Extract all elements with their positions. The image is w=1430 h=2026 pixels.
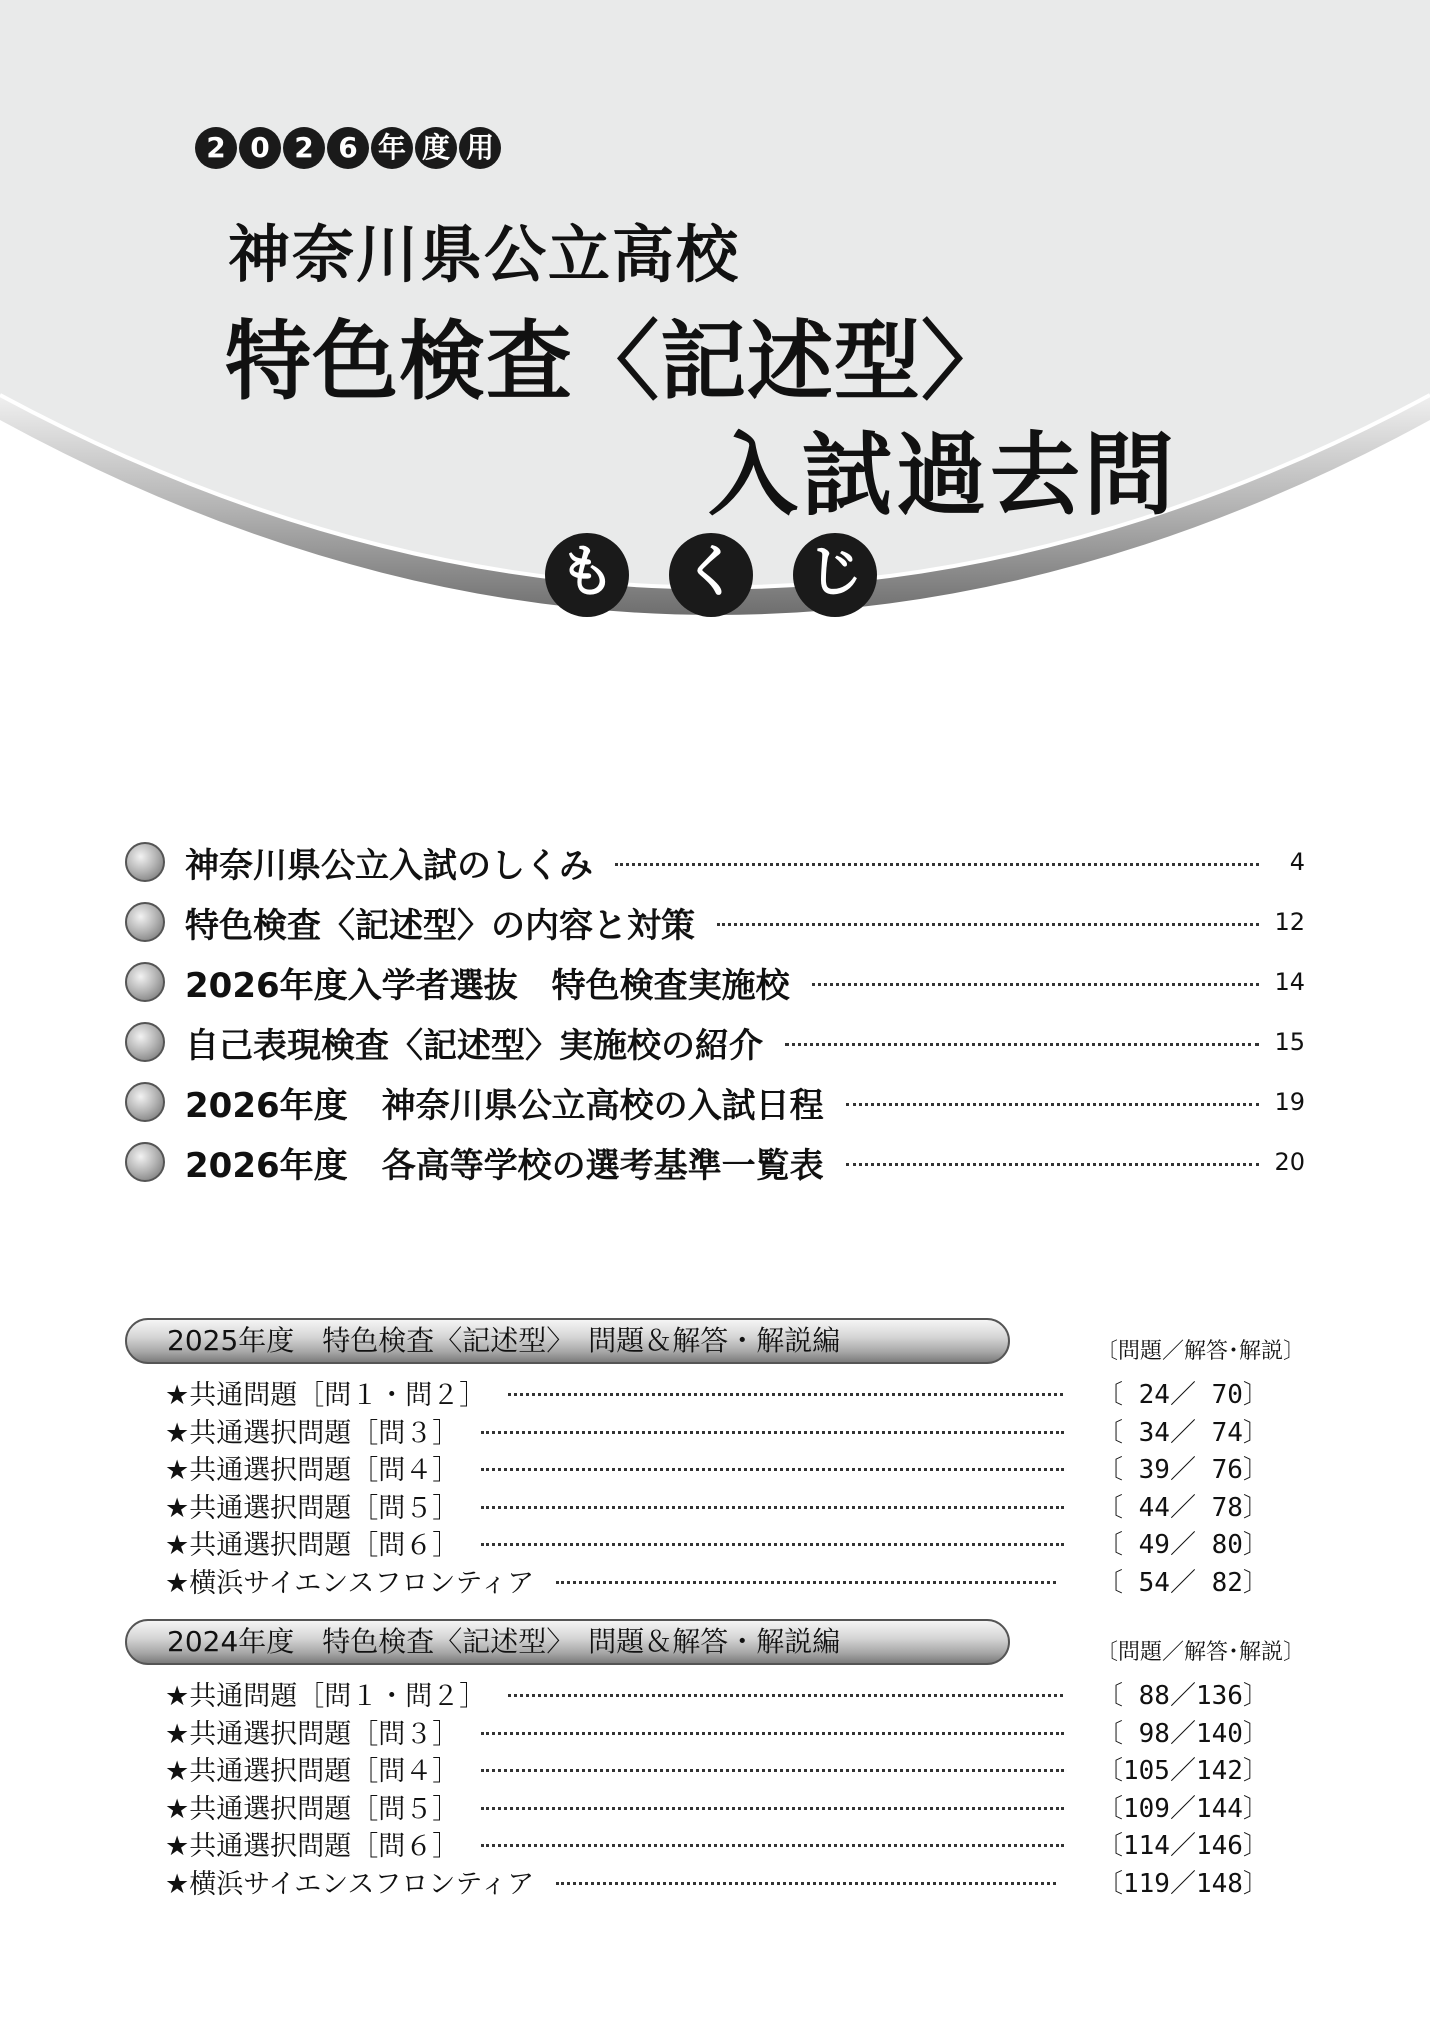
list-item[interactable]	[125, 1449, 1305, 1487]
main-toc	[125, 832, 1305, 1192]
section-title-bar: 2024年度 特色検査〈記述型〉 問題＆解答・解説編	[125, 1619, 1010, 1665]
bullet-icon	[125, 1022, 165, 1062]
list-item[interactable]	[125, 1524, 1305, 1562]
list-item[interactable]	[125, 1713, 1305, 1751]
leader-dots	[812, 983, 1259, 986]
title-past-exams: 入試過去問	[708, 423, 1178, 528]
list-item-pages: 〔109／144〕	[1097, 1793, 1269, 1824]
leader-dots	[481, 1807, 1064, 1810]
toc-item-title: 特色検査〈記述型〉の内容と対策	[185, 905, 695, 946]
toc-item-page: 12	[1274, 908, 1305, 936]
toc-item-page: 14	[1274, 968, 1305, 996]
mokuji-heading	[545, 533, 877, 617]
leader-dots	[508, 1393, 1063, 1396]
leader-dots	[846, 1103, 1259, 1106]
leader-dots	[481, 1431, 1064, 1434]
mokuji-char: く	[669, 533, 753, 617]
list-item-title: ★横浜サイエンスフロンティア	[165, 1567, 535, 1599]
list-item[interactable]	[125, 1863, 1305, 1901]
toc-item-page: 15	[1274, 1028, 1305, 1056]
title-prefecture: 神奈川県公立高校	[228, 218, 741, 291]
list-item-title: ★共通問題［問１・問２］	[165, 1681, 487, 1713]
bullet-icon	[125, 1142, 165, 1182]
list-item-pages: 〔119／148〕	[1097, 1868, 1269, 1899]
year-char: 度	[415, 127, 457, 169]
toc-item-title: 2026年度 各高等学校の選考基準一覧表	[185, 1145, 824, 1186]
list-item[interactable]	[125, 1825, 1305, 1863]
toc-item-page: 20	[1274, 1148, 1305, 1176]
bullet-icon	[125, 962, 165, 1002]
toc-item[interactable]	[125, 1072, 1305, 1132]
list-item-title: ★共通選択問題［問４］	[165, 1756, 460, 1788]
leader-dots	[556, 1882, 1056, 1885]
list-item[interactable]	[125, 1374, 1305, 1412]
toc-item[interactable]	[125, 892, 1305, 952]
leader-dots	[556, 1581, 1056, 1584]
year-char: 2	[195, 127, 237, 169]
list-item[interactable]	[125, 1675, 1305, 1713]
list-item-pages: 〔 49／ 80〕	[1097, 1530, 1269, 1561]
toc-item[interactable]	[125, 1012, 1305, 1072]
toc-item-title: 2026年度 神奈川県公立高校の入試日程	[185, 1085, 824, 1126]
leader-dots	[785, 1043, 1259, 1046]
section-title-bar: 2025年度 特色検査〈記述型〉 問題＆解答・解説編	[125, 1318, 1010, 1364]
year-char: 年	[371, 127, 413, 169]
list-item-title: ★共通選択問題［問５］	[165, 1793, 460, 1825]
list-item[interactable]	[125, 1750, 1305, 1788]
list-item-title: ★共通選択問題［問４］	[165, 1455, 460, 1487]
toc-item[interactable]	[125, 952, 1305, 1012]
section-legend: 〔問題／解答･解説〕	[1095, 1339, 1305, 1364]
leader-dots	[481, 1732, 1064, 1735]
list-item-pages: 〔 34／ 74〕	[1097, 1417, 1269, 1448]
leader-dots	[481, 1769, 1064, 1772]
leader-dots	[481, 1543, 1064, 1546]
bullet-icon	[125, 842, 165, 882]
list-item[interactable]	[125, 1412, 1305, 1450]
list-item-title: ★横浜サイエンスフロンティア	[165, 1868, 535, 1900]
list-item-pages: 〔 24／ 70〕	[1097, 1380, 1269, 1411]
list-item-title: ★共通選択問題［問５］	[165, 1492, 460, 1524]
section-2025	[125, 1318, 1305, 1599]
list-item-title: ★共通選択問題［問３］	[165, 1417, 460, 1449]
list-item-pages: 〔105／142〕	[1097, 1756, 1269, 1787]
year-badge	[195, 127, 501, 169]
year-char: 用	[459, 127, 501, 169]
toc-item[interactable]	[125, 832, 1305, 892]
toc-item-page: 19	[1274, 1088, 1305, 1116]
mokuji-char: も	[545, 533, 629, 617]
bullet-icon	[125, 902, 165, 942]
leader-dots	[481, 1506, 1064, 1509]
list-item[interactable]	[125, 1487, 1305, 1525]
list-item-title: ★共通選択問題［問６］	[165, 1530, 460, 1562]
leader-dots	[481, 1844, 1064, 1847]
toc-item-title: 神奈川県公立入試のしくみ	[185, 845, 593, 886]
list-item[interactable]	[125, 1788, 1305, 1826]
leader-dots	[481, 1468, 1064, 1471]
list-item-pages: 〔 44／ 78〕	[1097, 1492, 1269, 1523]
toc-item-page: 4	[1289, 848, 1305, 876]
leader-dots	[508, 1694, 1063, 1697]
list-item[interactable]	[125, 1562, 1305, 1600]
leader-dots	[717, 923, 1259, 926]
section-legend: 〔問題／解答･解説〕	[1095, 1640, 1305, 1665]
bullet-icon	[125, 1082, 165, 1122]
mokuji-char: じ	[793, 533, 877, 617]
leader-dots	[846, 1163, 1259, 1166]
list-item-title: ★共通選択問題［問３］	[165, 1718, 460, 1750]
list-item-pages: 〔 88／136〕	[1097, 1681, 1269, 1712]
year-char: 2	[283, 127, 325, 169]
section-2024	[125, 1619, 1305, 1900]
year-char: 0	[239, 127, 281, 169]
leader-dots	[615, 863, 1259, 866]
list-item-title: ★共通問題［問１・問２］	[165, 1380, 487, 1412]
toc-item-title: 2026年度入学者選抜 特色検査実施校	[185, 965, 790, 1006]
title-exam-type: 特色検査〈記述型〉	[225, 312, 1008, 412]
toc-item-title: 自己表現検査〈記述型〉実施校の紹介	[185, 1025, 763, 1066]
toc-item[interactable]	[125, 1132, 1305, 1192]
list-item-pages: 〔 54／ 82〕	[1097, 1567, 1269, 1598]
list-item-title: ★共通選択問題［問６］	[165, 1831, 460, 1863]
list-item-pages: 〔 39／ 76〕	[1097, 1455, 1269, 1486]
list-item-pages: 〔 98／140〕	[1097, 1718, 1269, 1749]
year-char: 6	[327, 127, 369, 169]
list-item-pages: 〔114／146〕	[1097, 1831, 1269, 1862]
